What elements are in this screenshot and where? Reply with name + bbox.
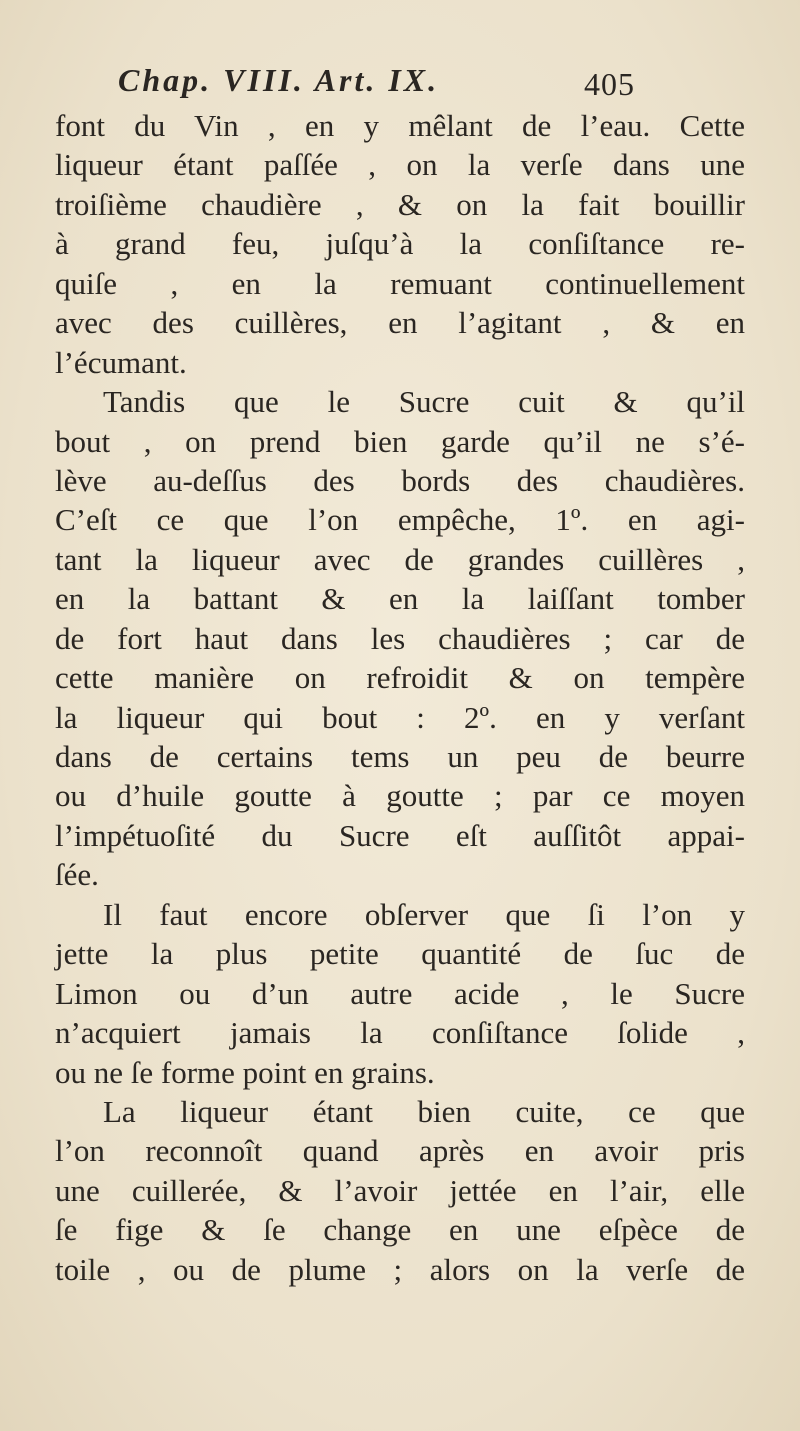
text-line: à grand feu, juſqu’à la conſiſtance re- [55,226,745,262]
text-line: jette la plus petite quantité de ſuc de [55,936,745,972]
text-line: C’eſt ce que l’on empêche, 1º. en agi- [55,502,745,538]
text-line: l’on reconnoît quand après en avoir pris [55,1133,745,1169]
text-line: Il faut encore obſerver que ſi l’on y [103,896,745,932]
text-line: Limon ou d’un autre acide , le Sucre [55,975,745,1011]
running-title: Chap. VIII. Art. IX. [118,62,440,98]
text-line: avec des cuillères, en l’agitant , & en [55,305,745,341]
text-line: bout , on prend bien garde qu’il ne s’é- [55,423,745,459]
text-line: ou d’huile goutte à goutte ; par ce moyen [55,778,745,814]
text-line: tant la liqueur avec de grandes cuillères , [55,541,745,577]
text-line: en la battant & en la laiſſant tomber [55,581,745,617]
text-line: ſée. [55,857,99,893]
text-line: La liqueur étant bien cuite, ce que [103,1093,745,1129]
text-line: liqueur étant paſſée , on la verſe dans une [55,147,745,183]
text-line: l’écumant. [55,344,187,380]
text-block [55,106,745,1289]
text-line: une cuillerée, & l’avoir jettée en l’air, elle [55,1172,745,1208]
text-line: font du Vin , en y mêlant de l’eau. Cette [55,108,745,143]
text-line: l’impétuoſité du Sucre eſt auſſitôt appai- [55,817,745,853]
text-line: quiſe , en la remuant continuellement [55,265,745,301]
page-number: 405 [584,66,635,102]
text-line: toile , ou de plume ; alors on la verſe de [55,1251,745,1287]
text-line: Tandis que le Sucre cuit & qu’il [103,384,745,420]
text-line: ou ne ſe forme point en grains. [55,1054,435,1090]
text-line: la liqueur qui bout : 2º. en y verſant [55,699,745,735]
text-line: troiſième chaudière , & on la fait bouillir [55,186,745,222]
running-header [118,62,718,102]
text-line: ſe fige & ſe change en une eſpèce de [55,1212,745,1248]
text-line: cette manière on refroidit & on tempère [55,660,745,696]
text-line: dans de certains tems un peu de beurre [55,739,745,774]
text-line: de fort haut dans les chaudières ; car de [55,620,745,656]
text-line: n’acquiert jamais la conſiſtance ſolide , [55,1015,745,1051]
text-line: lève au-deſſus des bords des chaudières. [55,462,745,498]
